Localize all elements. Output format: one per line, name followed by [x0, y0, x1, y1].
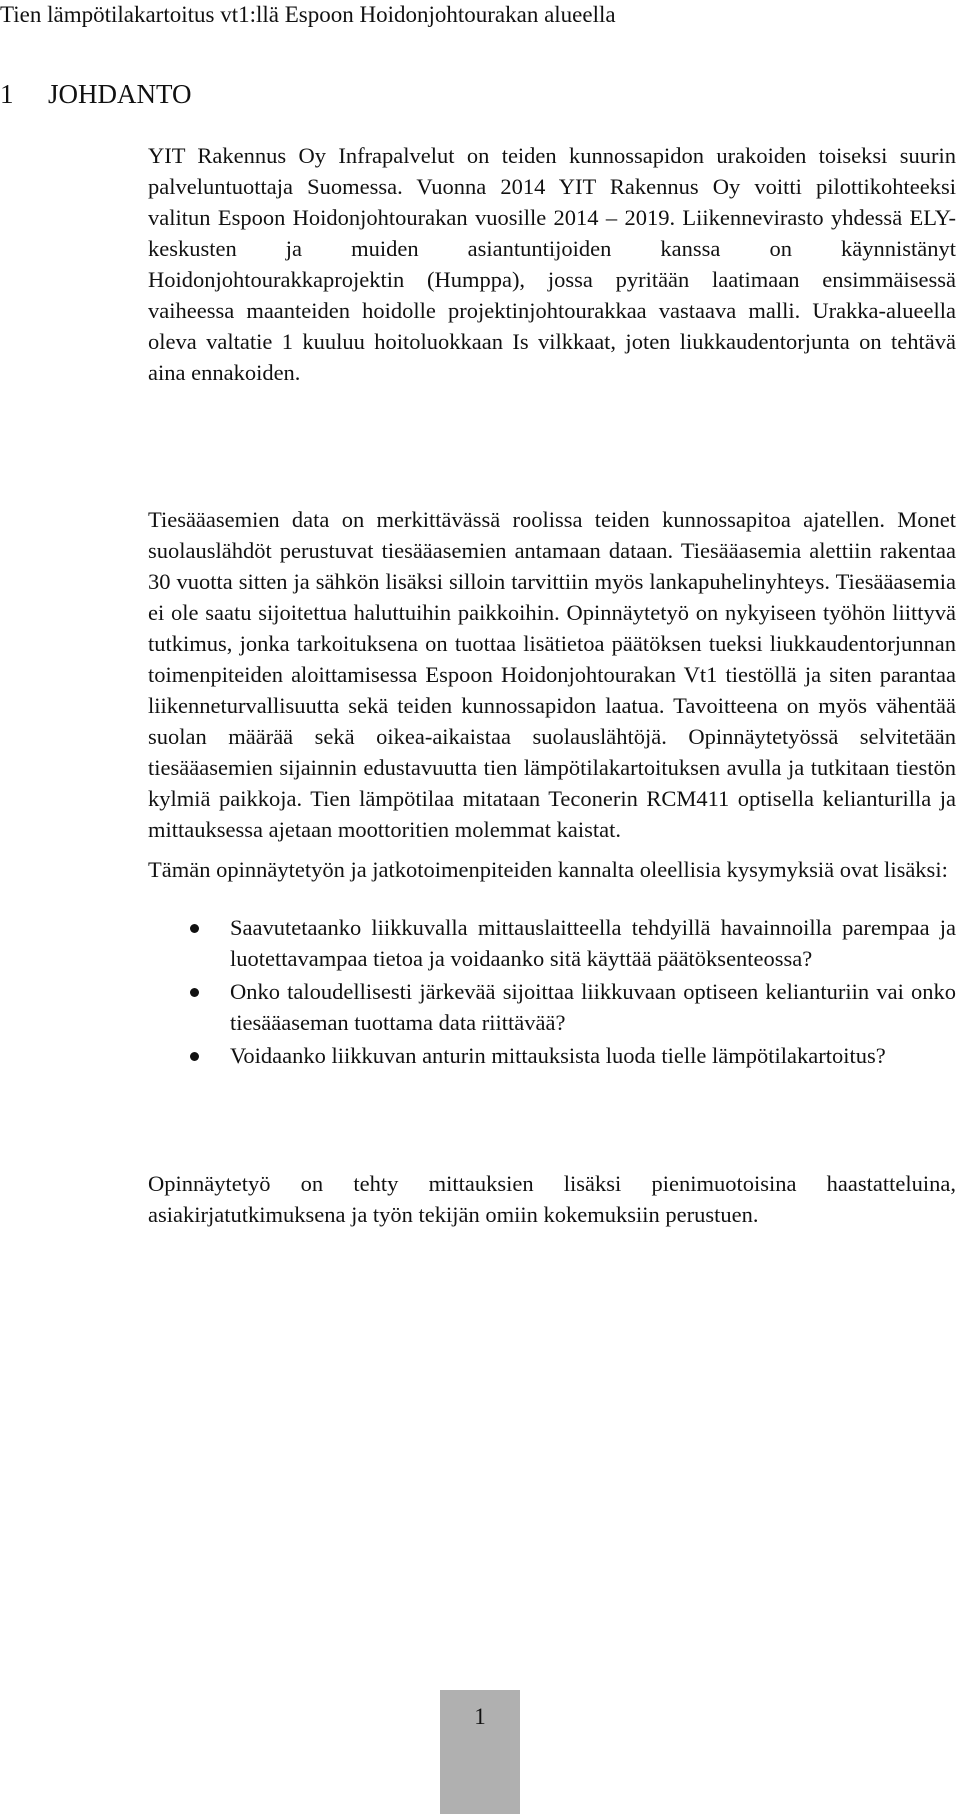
bullet-icon — [190, 1052, 199, 1061]
list-item — [148, 976, 956, 1038]
questions-intro-paragraph: Tämän opinnäytetyön ja jatkotoimenpiteiden kannalta oleellisia kysymyksiä ovat lisäksi: — [148, 857, 948, 882]
road-weather-station-paragraph: Tiesääasemien data on merkittävässä roolissa teiden kunnossapitoa ajatellen. Monet suolauslähdöt perustuvat tiesääasemien antamaan dataan. Tiesääasemia alettiin rakentaa 30 vuotta sitten ja sähkön lisäksi silloin tarvittiin myös lankapuhelinyhteys. Tiesääasemia ei ole saatu sijoitettua haluttuihin paikkoihin. Opinnäytetyö on nykyiseen työhön liittyvä tutkimus, jonka tarkoituksena on tuottaa lisätietoa päätöksen tueksi liukkaudentorjunnan toimenpiteiden aloittamisessa Espoon Hoidonjohtourakan Vt1 tiestöllä ja siten parantaa liikenneturvallisuutta sekä teiden kunnossapidon laatua. Tavoitteena on myös vähentää suolan määrää sekä oikea-aikaistaa suolauslähtöjä. Opinnäytetyössä selvitetään tiesääasemien sijainnin edustavuutta tien lämpötilakartoituksen avulla ja tutkitaan tiestön kylmiä paikkoja. Tien lämpötilaa mitataan Teconerin RCM411 optisella kelianturilla ja mittauksessa ajetaan moottoritien molemmat kaistat. — [148, 507, 956, 842]
closing-paragraph: Opinnäytetyö on tehty mittauksien lisäksi pienimuotoisina haastatteluina, asiakirjatutkimuksena ja työn tekijän omiin kokemuksiin perustuen. — [148, 1171, 956, 1227]
intro-paragraph: YIT Rakennus Oy Infrapalvelut on teiden kunnossapidon urakoiden toiseksi suurin palveluntuottaja Suomessa. Vuonna 2014 YIT Rakennus Oy voitti pilottikohteeksi valitun Espoon Hoidonjohtourakan vuosille 2014 – 2019. Liikennevirasto yhdessä ELY-keskusten ja muiden asiantuntijoiden kanssa on käynnistänyt Hoidonjohtourakkaprojektin (Humppa), jossa pyritään laatimaan ensimmäisessä vaiheessa maanteiden hoidolle projektinjohtourakkaa vastaava malli. Urakka-alueella oleva valtatie 1 kuuluu hoitoluokkaan Is vilkkaat, joten liukkaudentorjunta on tehtävä aina ennakoiden. — [148, 143, 956, 385]
bullet-icon — [190, 924, 199, 933]
page-footer-tab — [440, 1690, 520, 1814]
running-header: Tien lämpötilakartoitus vt1:llä Espoon Hoidonjohtourakan alueella — [0, 2, 616, 27]
chapter-title: JOHDANTO — [48, 79, 192, 109]
list-item-text: Saavutetaanko liikkuvalla mittauslaitteella tehdyillä havainnoilla parempaa ja luotettavampaa tietoa ja voidaanko sitä käyttää päätöksenteossa? — [230, 915, 956, 971]
list-item-text: Onko taloudellisesti järkevää sijoittaa liikkuvaan optiseen kelianturiin vai onko tiesääaseman tuottama data riittävää? — [230, 979, 956, 1035]
list-item — [148, 1040, 956, 1071]
chapter-number: 1 — [0, 79, 14, 109]
list-item — [148, 912, 956, 974]
bullet-icon — [190, 988, 199, 997]
list-item-text: Voidaanko liikkuvan anturin mittauksista luoda tielle lämpötilakartoitus? — [230, 1043, 886, 1068]
page-number: 1 — [474, 1704, 486, 1729]
chapter-heading — [0, 78, 192, 110]
research-questions-list — [148, 912, 956, 1071]
